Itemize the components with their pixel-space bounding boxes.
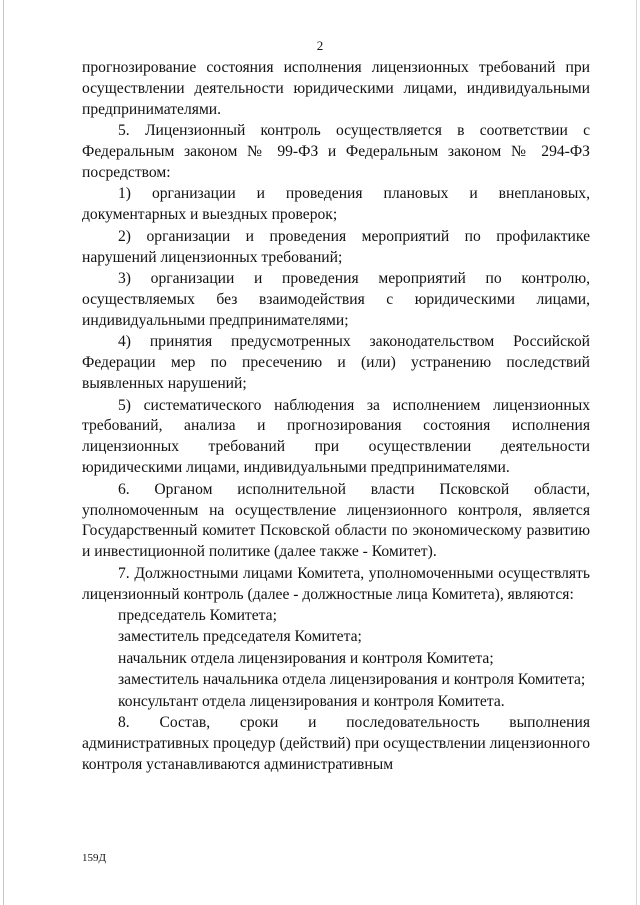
document-code: 159Д <box>82 852 107 864</box>
document-body <box>82 58 590 776</box>
official-list-item: заместитель председателя Комитета; <box>118 628 362 646</box>
paragraph-item-6: 6. Органом исполнительной власти Псковской области, уполномоченным на осуществление лицензионного контроля, является Государственный комитет Псковской области по экономическому развитию и инвестиционной политике (далее также - Комитет). <box>82 480 590 561</box>
official-list-item: заместитель начальника отдела лицензирования и контроля Комитета; <box>118 671 586 689</box>
paragraph-continuation: прогнозирование состояния исполнения лицензионных требований при осуществлении деятельности юридическими лицами, индивидуальными предпринимателями. <box>82 59 590 118</box>
paragraph-item-7: 7. Должностными лицами Комитета, уполномоченными осуществлять лицензионный контроль (далее - должностные лица Комитета), являются: <box>82 564 590 603</box>
list-item-3: 3) организации и проведения мероприятий по контролю, осуществляемых без взаимодействия с юридическими лицами, индивидуальными предпринимателями; <box>82 270 590 329</box>
paragraph-item-8: 8. Состав, сроки и последовательность выполнения административных процедур (действий) при осуществлении лицензионного контроля устанавливаются административным <box>82 714 590 773</box>
official-list-item: председатель Комитета; <box>118 607 277 625</box>
list-item-4: 4) принятия предусмотренных законодательством Российской Федерации мер по пресечению и (или) устранению последствий выявленных нарушений; <box>82 333 590 393</box>
list-item-2: 2) организации и проведения мероприятий по профилактике нарушений лицензионных требований; <box>82 227 590 266</box>
scan-edge-right <box>636 0 637 905</box>
paragraph-item-5: 5. Лицензионный контроль осуществляется в соответствии с Федеральным законом № 99-ФЗ и Федеральным законом № 294-ФЗ посредством: <box>82 122 590 182</box>
list-item-1: 1) организации и проведения плановых и внеплановых, документарных и выездных проверок; <box>82 185 590 224</box>
list-item-5: 5) систематического наблюдения за исполнением лицензионных требований, анализа и прогнозирования состояния исполнения лицензионных требований при осуществлении деятельности юридическими лицами, индивидуальными предпринимателями. <box>82 396 590 477</box>
scan-edge-left <box>3 0 4 905</box>
page-number: 2 <box>316 38 324 53</box>
official-list-item: консультант отдела лицензирования и контроля Комитета. <box>118 692 505 710</box>
official-list-item: начальник отдела лицензирования и контроля Комитета; <box>118 649 494 667</box>
